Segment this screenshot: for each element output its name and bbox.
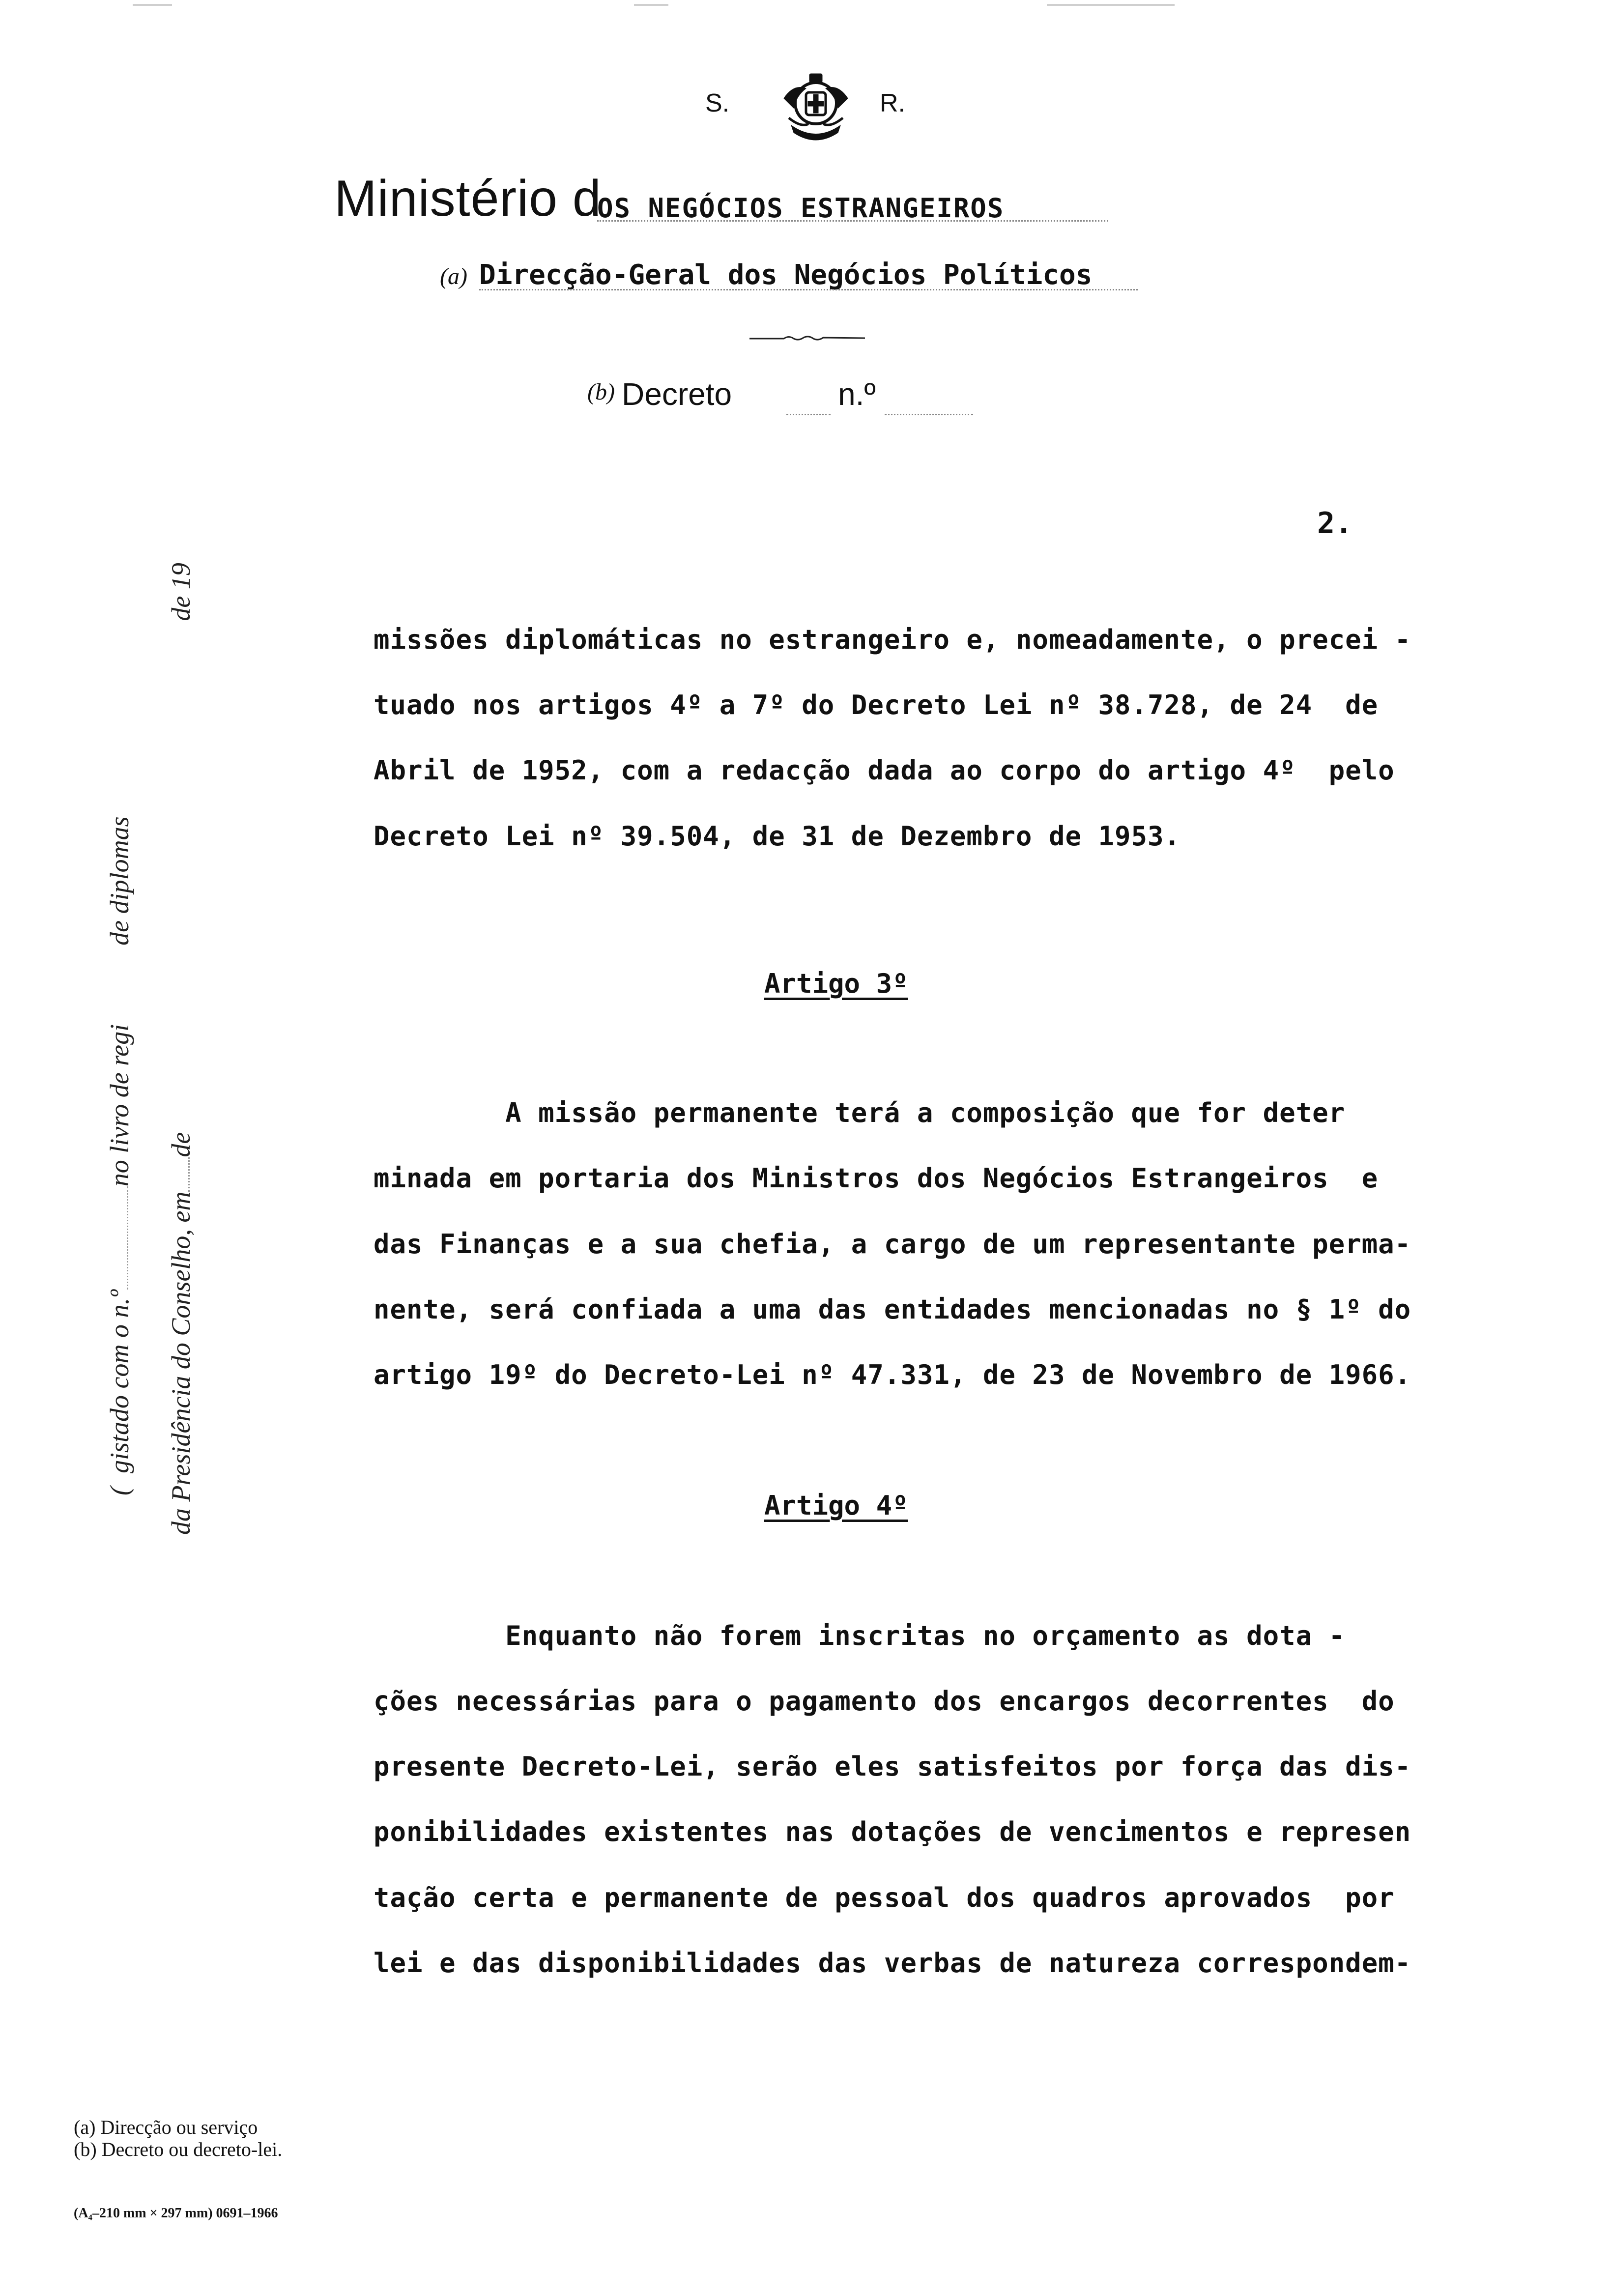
separator-flourish: [749, 334, 865, 341]
body-line: ções necessárias para o pagamento dos encargos decorrentes do: [374, 1686, 1395, 1717]
decree-number-dotted-line: [885, 414, 973, 415]
margin-text: ( gistado com o n.º: [105, 1290, 134, 1495]
ministry-dotted-line: [597, 220, 1108, 222]
body-line: tação certa e permanente de pessoal dos quadros aprovados por: [374, 1882, 1395, 1913]
body-line: Abril de 1952, com a redacção dada ao corpo do artigo 4º pelo: [374, 755, 1395, 786]
scan-artifact: [133, 4, 172, 6]
margin-registration-line-1: [74, 816, 135, 1509]
scan-artifact: [1047, 4, 1175, 6]
body-line: missões diplomáticas no estrangeiro e, nomeadamente, o precei -: [374, 624, 1411, 655]
header-right-letter: R.: [880, 89, 905, 117]
direction-text: Direcção-Geral dos Negócios Políticos: [479, 259, 1093, 291]
margin-registration-line-2: [135, 563, 196, 1548]
body-line: tuado nos artigos 4º a 7º do Decreto Lei nº 38.728, de 24 de: [374, 689, 1379, 720]
footnote-b: (b) Decreto ou decreto-lei.: [74, 2138, 283, 2160]
article-4-heading: Artigo 4º: [764, 1490, 908, 1521]
decree-number-label: n.º: [838, 376, 876, 412]
margin-text: no livro de regi: [105, 1024, 134, 1187]
decree-dotted-line: [786, 414, 831, 415]
direction-dotted-line: [479, 289, 1138, 290]
body-line: minada em portaria dos Ministros dos Negócios Estrangeiros e: [374, 1163, 1379, 1194]
margin-text: de diplomas: [105, 816, 134, 946]
decree-word: Decreto: [622, 376, 732, 412]
margin-text: de 19: [166, 563, 196, 621]
body-line: nente, será confiada a uma das entidades mencionadas no § 1º do: [374, 1294, 1411, 1325]
footnote-a: (a) Direcção ou serviço: [74, 2116, 258, 2138]
decree-label: (b): [587, 379, 615, 405]
body-line: A missão permanente terá a composição que for deter: [374, 1097, 1346, 1128]
header-left-letter: S.: [705, 89, 730, 117]
body-line: lei e das disponibilidades das verbas de natureza correspondem-: [374, 1948, 1411, 1979]
article-3-heading: Artigo 3º: [764, 968, 908, 999]
form-code: (A₄–210 mm × 297 mm) 0691–1966: [74, 2206, 278, 2221]
body-line: Enquanto não forem inscritas no orçamento as dota -: [374, 1620, 1346, 1651]
body-line: ponibilidades existentes nas dotações de vencimentos e represen: [374, 1816, 1411, 1847]
body-line: Decreto Lei nº 39.504, de 31 de Dezembro de 1953.: [374, 821, 1181, 852]
ministry-title-printed: Ministério d: [334, 170, 602, 227]
margin-text: de: [166, 1132, 196, 1157]
page-number: 2.: [1317, 506, 1353, 541]
scan-artifact: [634, 4, 668, 6]
margin-text: da Presidência do Conselho, em: [166, 1191, 196, 1535]
coat-of-arms-emblem: [779, 69, 853, 147]
direction-label: (a): [440, 263, 467, 289]
body-line: das Finanças e a sua chefia, a cargo de um representante perma-: [374, 1229, 1411, 1260]
body-line: artigo 19º do Decreto-Lei nº 47.331, de 23 de Novembro de 1966.: [374, 1359, 1411, 1390]
body-line: presente Decreto-Lei, serão eles satisfeitos por força das dis-: [374, 1751, 1411, 1782]
ministry-title-typed: OS NEGÓCIOS ESTRANGEIROS: [597, 193, 1005, 224]
